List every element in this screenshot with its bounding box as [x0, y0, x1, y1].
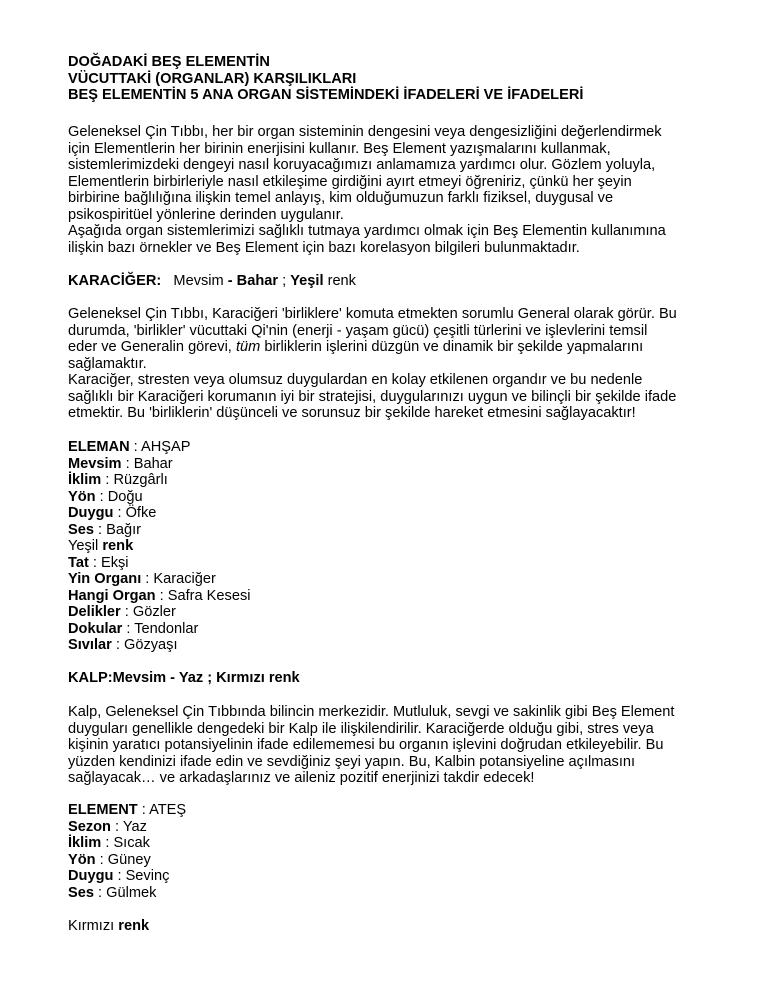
item-key: Sezon: [68, 818, 111, 835]
item-value: Gözler: [132, 604, 176, 620]
item-sep: :: [101, 835, 114, 851]
list-item: [68, 802, 728, 819]
list-item: [68, 885, 728, 902]
list-item: [68, 439, 728, 456]
liver-para-line: [68, 339, 728, 356]
item-sep: :: [111, 637, 124, 653]
item-sep: :: [113, 505, 126, 521]
item-key: Yin Organı: [68, 571, 142, 587]
heart-para-line: Kalp, Geleneksel Çin Tıbbında bilincin merkezidir. Mutluluk, sevgi ve sakinlik gibi Beş Element: [68, 704, 675, 720]
item-value: Tendonlar: [134, 620, 199, 637]
heart-para-line: yüzden kendinizi ifade edin ve sevdiğiniz şeyi yapın. Bu, Kalbin potansiyeline açılmasını: [68, 753, 636, 770]
list-item: [68, 472, 728, 489]
item-sep: :: [93, 521, 107, 538]
list-item: [68, 637, 728, 654]
liver-para-line: sağlıklı bir Karaciğeri korumanın iyi bir stratejisi, duygularınızı uygun ve bilinçli bir şekilde ifade: [68, 388, 677, 405]
liver-para-line: durumda, 'birlikler' vücuttaki Qi'nin (enerji - yaşam gücü) çeşitli türlerini ve işlevlerini temsil: [68, 322, 648, 339]
intro-paragraph: [68, 124, 728, 256]
liver-season-value: - Bahar: [227, 273, 279, 289]
list-item: [68, 456, 728, 473]
list-item: [68, 555, 728, 572]
item-key: Tat: [68, 554, 89, 571]
item-key: Delikler: [68, 604, 121, 620]
intro-line: birbirine bağlılığına ilişkin temel anlayış, kim olduğumuzun farklı fiziksel, duygusal ve: [68, 190, 614, 206]
liver-para-line: Geleneksel Çin Tıbbı, Karaciğeri 'birliklere' komuta etmekten sorumlu General olarak görür. Bu: [68, 306, 677, 322]
item-sep: :: [137, 802, 150, 818]
item-value: Yeşil: [68, 538, 99, 554]
list-item: [68, 621, 728, 638]
item-value: ATEŞ: [149, 802, 187, 818]
item-sep: :: [101, 472, 114, 488]
liver-para-line: Karaciğer, stresten veya olumsuz duygulardan en kolay etkilenen organdır ve bu nedenle: [68, 372, 643, 388]
item-value: Gülmek: [106, 884, 157, 901]
list-item: [68, 835, 728, 852]
item-sep: :: [110, 818, 123, 835]
list-item: [68, 505, 728, 522]
liver-heading: [68, 273, 728, 290]
liver-paragraph: [68, 306, 728, 422]
title-line-1: DOĞADAKİ BEŞ ELEMENTİN: [68, 54, 270, 70]
intro-line: Elementlerin birbirleriyle nasıl etkileşime girdiğini ayırt etmeyi öğreniriz, çünkü her şeyin: [68, 173, 632, 190]
item-sep: :: [88, 554, 101, 571]
heart-para-line: sağlayacak… ve arkadaşlarınız ve aileniz pozitif enerjinizi takdir edecek!: [68, 770, 535, 786]
item-key: Yön: [68, 851, 96, 868]
item-value: Öfke: [125, 505, 157, 521]
item-value: Gözyaşı: [123, 637, 178, 653]
item-value: Bahar: [133, 455, 173, 472]
item-sep: :: [95, 851, 108, 868]
intro-line: Aşağıda organ sistemlerimizi sağlıklı tutmaya yardımcı olmak için Beş Elementin kullanımına: [68, 223, 666, 239]
heart-para-line: kişinin yaratıcı potansiyelinin ifade edilememesi bu organın işlevini doğrudan etkileyebilir. Bu: [68, 737, 664, 753]
item-sep: :: [95, 488, 108, 505]
item-sep: :: [155, 587, 168, 604]
liver-para-line: etmektir. Bu 'birliklerin' düşünceli ve sorunsuz bir şekilde hareket etmesini sağlayacaktır!: [68, 405, 636, 421]
list-item: [68, 868, 728, 885]
heart-heading: [68, 670, 728, 687]
liver-color-label: renk: [327, 273, 356, 289]
item-sep: :: [129, 439, 141, 455]
heart-heading-label: KALP:Mevsim - Yaz ; Kırmızı renk: [68, 670, 300, 686]
liver-para-segment: eder ve Generalin görevi,: [68, 339, 232, 355]
item-sep: :: [121, 455, 134, 472]
item-key: ELEMAN: [68, 439, 130, 455]
item-key: ELEMENT: [68, 802, 138, 818]
heart-para-line: duyguları genellikle dengedeki bir Kalp ile ilişkilendirilir. Karaciğerde olduğu gibi, stres veya: [68, 720, 654, 737]
item-key: Sıvılar: [68, 637, 112, 653]
item-value: Safra Kesesi: [167, 587, 251, 604]
item-value: Ekşi: [100, 554, 129, 571]
list-item: [68, 852, 728, 869]
liver-heading-label: KARACİĞER:: [68, 273, 162, 289]
intro-line: Geleneksel Çin Tıbbı, her bir organ sisteminin dengesini veya dengesizliğini değerlendirmek: [68, 124, 662, 140]
liver-correspondence-list: [68, 439, 728, 654]
intro-line: için Elementlerin her birinin enerjisini kullanır. Beş Element yazışmalarını kullanmak,: [68, 140, 611, 157]
item-value: Karaciğer: [153, 571, 216, 587]
item-sep: :: [93, 884, 107, 901]
heart-paragraph: [68, 704, 728, 787]
item-key: Yön: [68, 488, 96, 505]
item-key: Ses: [68, 521, 94, 538]
item-value: Sevinç: [125, 868, 170, 884]
list-item: [68, 522, 728, 539]
list-item: [68, 588, 728, 605]
item-key: Mevsim: [68, 455, 122, 472]
item-value: Yaz: [122, 818, 147, 835]
item-sep: :: [120, 604, 133, 620]
item-key: Duygu: [68, 868, 114, 884]
item-value: Rüzgârlı: [113, 472, 168, 488]
item-key: Ses: [68, 884, 94, 901]
liver-para-line: sağlamaktır.: [68, 355, 147, 372]
title-line-2: VÜCUTTAKİ (ORGANLAR) KARŞILIKLARI: [68, 70, 357, 87]
item-value: AHŞAP: [140, 439, 191, 455]
liver-color-value: Yeşil: [290, 273, 324, 289]
item-key: renk: [102, 538, 134, 554]
heart-color-value: Kırmızı: [68, 918, 115, 934]
item-value: Güney: [107, 851, 151, 868]
item-key: İklim: [68, 472, 102, 488]
item-key: Dokular: [68, 620, 123, 637]
list-item: [68, 489, 728, 506]
item-key: Duygu: [68, 505, 114, 521]
item-value: Sıcak: [113, 835, 150, 851]
intro-line: sistemlerimizdeki dengeyi nasıl koruyacağımızı anlamamıza yardımcı olur. Gözlem yoluyla,: [68, 157, 656, 173]
intro-line: psikospiritüel yönlerine derinden uygulanır.: [68, 206, 344, 223]
document-title: [68, 54, 728, 104]
intro-line: ilişkin bazı örnekler ve Beş Element için bazı korelasyon bilgileri bulunmaktadır.: [68, 239, 580, 256]
item-key: İklim: [68, 835, 102, 851]
list-item: [68, 538, 728, 555]
heart-correspondence-list: [68, 802, 728, 901]
heart-color-line: [68, 918, 728, 935]
item-value: Doğu: [107, 488, 143, 505]
list-item: [68, 604, 728, 621]
item-sep: :: [113, 868, 126, 884]
heart-color-label: renk: [118, 918, 150, 934]
list-item: [68, 819, 728, 836]
list-item: [68, 571, 728, 588]
liver-season-label: Mevsim: [173, 273, 224, 289]
item-sep: :: [122, 620, 135, 637]
item-sep: :: [141, 571, 154, 587]
liver-para-segment: birliklerin işlerini düzgün ve dinamik bir şekilde yapmalarını: [264, 339, 644, 355]
item-value: Bağır: [106, 521, 142, 538]
liver-para-emphasis: tüm: [235, 339, 261, 355]
item-key: Hangi Organ: [68, 587, 156, 604]
liver-sep: ;: [282, 273, 287, 289]
title-line-3: BEŞ ELEMENTİN 5 ANA ORGAN SİSTEMİNDEKİ İFADELERİ VE İFADELERİ: [68, 87, 584, 103]
